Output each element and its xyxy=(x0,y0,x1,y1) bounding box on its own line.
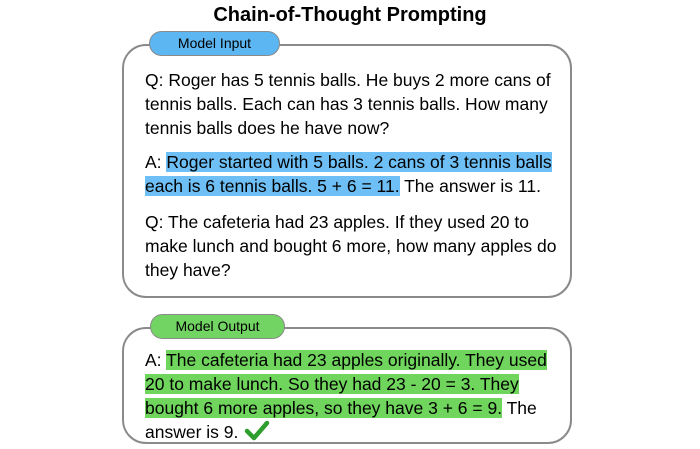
input-answer-1 xyxy=(145,150,565,198)
page-title: Chain-of-Thought Prompting xyxy=(213,4,487,26)
input-question-1: Q: Roger has 5 tennis balls. He buys 2 more cans of tennis balls. Each can has 3 tennis balls. How many tennis balls does he have now? xyxy=(145,70,551,138)
model-input-label: Model Input xyxy=(149,31,280,56)
output-answer xyxy=(145,348,565,444)
checkmark-icon xyxy=(244,420,270,442)
input-question-2: Q: The cafeteria had 23 apples. If they used 20 to make lunch and bought 6 more, how many apples do they have? xyxy=(145,212,557,280)
input-reasoning-highlight: Roger started with 5 balls. 2 cans of 3 tennis balls each is 6 tennis balls. 5 + 6 = 11. xyxy=(145,152,552,196)
answer-prefix: A: xyxy=(145,350,167,370)
output-reasoning-highlight: The cafeteria had 23 apples originally. They used 20 to make lunch. So they had 23 - 20 = 3. They bought 6 more apples, so they have 3 + 6 = 9. xyxy=(145,350,547,418)
answer-prefix: A: xyxy=(145,152,167,172)
answer-conclusion: The answer is 9. xyxy=(145,398,537,442)
answer-conclusion: The answer is 11. xyxy=(399,176,541,196)
model-output-label: Model Output xyxy=(150,314,285,339)
